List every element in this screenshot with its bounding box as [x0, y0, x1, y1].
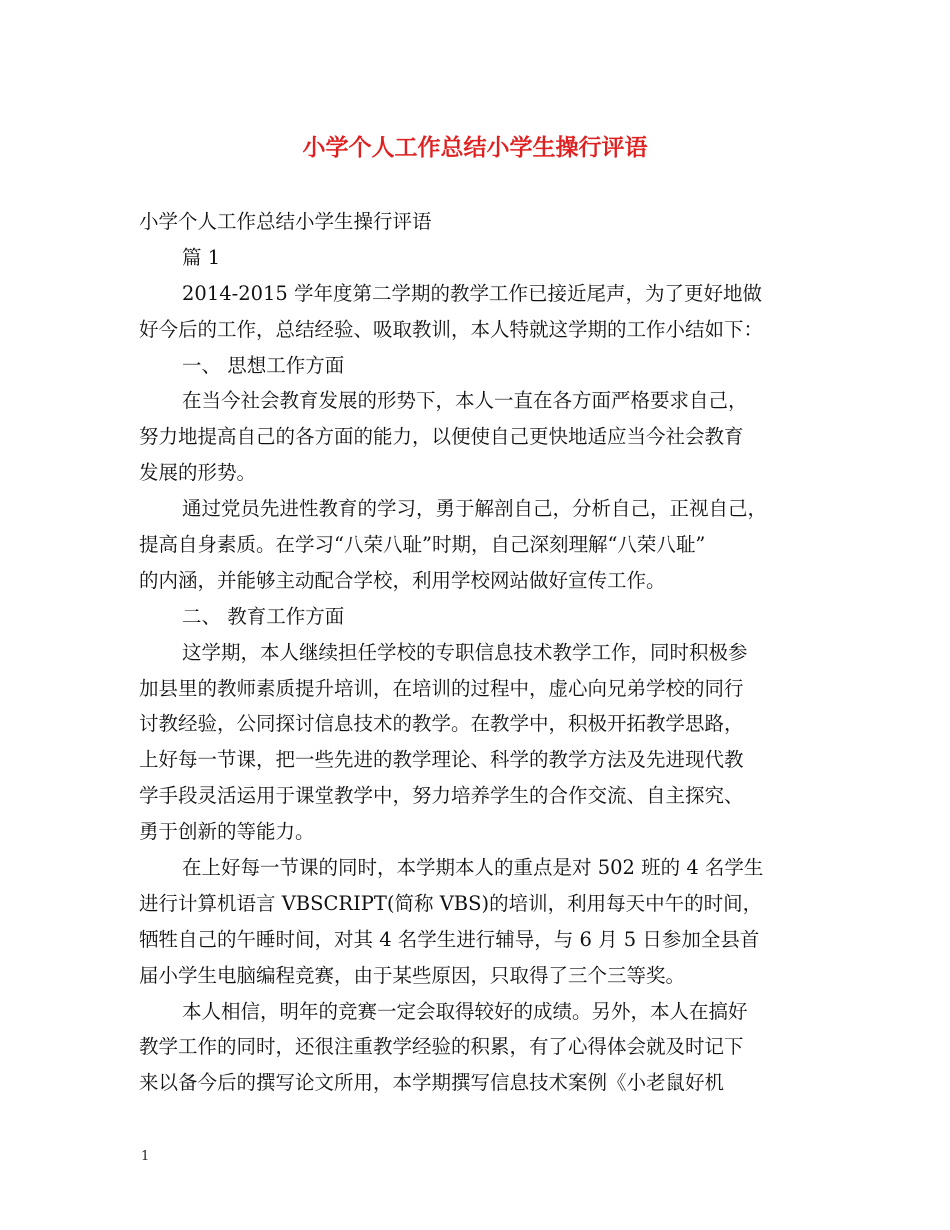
text-line: 二、 教育工作方面	[182, 604, 345, 628]
text-line: 勇于创新的等能力。	[139, 820, 315, 844]
text-line: 届小学生电脑编程竞赛，由于某些原因，只取得了三个三等奖。	[139, 963, 686, 987]
text-line: 小学个人工作总结小学生操行评语	[139, 210, 432, 233]
text-line: 在当今社会教育发展的形势下，本人一直在各方面严格要求自己，	[182, 389, 748, 413]
text-line: 本人相信，明年的竞赛一定会取得较好的成绩。另外，本人在搞好	[182, 999, 748, 1023]
text-line: 2014-2015 学年度第二学期的教学工作已接近尾声，为了更好地做	[182, 281, 763, 305]
text-line: 来以备今后的撰写论文所用，本学期撰写信息技术案例《小老鼠好机	[139, 1071, 725, 1095]
text-line: 教学工作的同时，还很注重教学经验的积累，有了心得体会就及时记下	[139, 1035, 744, 1059]
text-line: 提高自身素质。在学习“八荣八耻”时期，自己深刻理解“八荣八耻”	[139, 533, 706, 557]
text-line: 的内涵，并能够主动配合学校，利用学校网站做好宣传工作。	[139, 568, 666, 592]
text-line: 在上好每一节课的同时，本学期本人的重点是对 502 班的 4 名学生	[182, 856, 764, 880]
text-line: 上好每一节课，把一些先进的教学理论、科学的教学方法及先进现代教	[139, 748, 744, 772]
text-line: 发展的形势。	[139, 461, 257, 485]
text-line: 这学期，本人继续担任学校的专职信息技术教学工作，同时积极参	[182, 640, 748, 664]
text-line: 学手段灵活运用于课堂教学中，努力培养学生的合作交流、自主探究、	[139, 784, 744, 808]
document-title: 小学个人工作总结小学生操行评语	[302, 134, 648, 161]
page-number: 1	[141, 1149, 150, 1164]
text-line: 讨教经验，公同探讨信息技术的教学。在教学中，积极开拓教学思路，	[139, 712, 744, 736]
text-line: 通过党员先进性教育的学习，勇于解剖自己，分析自己，正视自己，	[182, 497, 768, 521]
text-line: 牺牲自己的午睡时间，对其 4 名学生进行辅导，与 6 月 5 日参加全县首	[139, 927, 760, 951]
text-line: 加县里的教师素质提升培训，在培训的过程中，虚心向兄弟学校的同行	[139, 676, 744, 700]
document-body	[139, 204, 829, 1101]
text-line: 篇 1	[182, 245, 221, 269]
text-line: 好今后的工作，总结经验、吸取教训，本人特就这学期的工作小结如下：	[139, 317, 764, 341]
text-line: 一、 思想工作方面	[182, 353, 345, 377]
text-line: 努力地提高自己的各方面的能力，以便使自己更快地适应当今社会教育	[139, 425, 744, 449]
text-line: 进行计算机语言 VBSCRIPT(简称 VBS)的培训，利用每天中午的时间，	[139, 891, 763, 915]
